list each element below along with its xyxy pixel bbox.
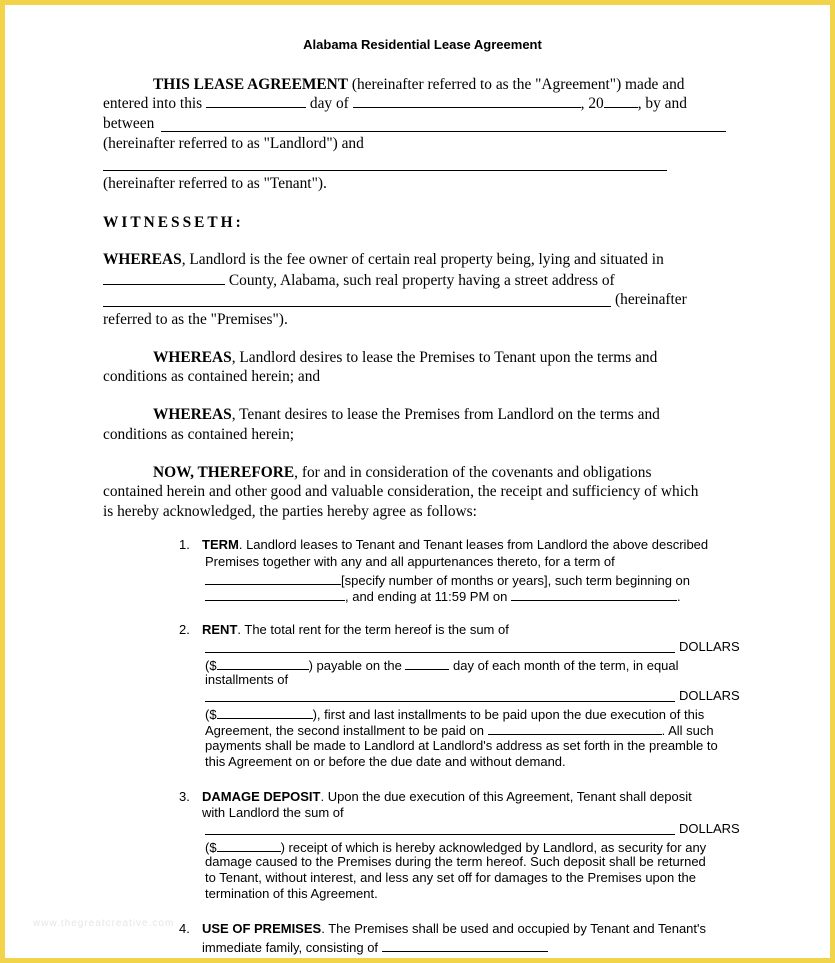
intro-line-3: between [103,115,155,132]
term-end-blank[interactable] [511,587,677,601]
intro-text: , by and [637,95,687,112]
document-title: Alabama Residential Lease Agreement [303,37,542,52]
rent-text: ($ [205,707,217,722]
deposit-text: ($ [205,840,217,855]
rent-text: ($ [205,658,217,673]
intro-line-4: (hereinafter referred to as "Landlord") and [103,135,364,152]
whereas-text: , Tenant desires to lease the Premises from Landlord on the terms and [231,406,660,423]
rent-text: ), first and last installments to be paid upon the due execution of this [312,707,705,722]
date-month-blank[interactable] [353,94,581,108]
county-blank[interactable] [103,271,225,285]
whereas-text: , Landlord desires to lease the Premises to Tenant upon the terms and [231,349,658,366]
use-heading: USE OF PREMISES [202,921,322,936]
term-heading: TERM [202,537,239,552]
deposit-line-2: with Landlord the sum of [202,805,344,820]
now-therefore-line-3: is hereby acknowledged, the parties hereby agree as follows: [103,503,477,520]
intro-line-1 [153,75,684,95]
term-line-1 [202,537,708,553]
item-number: 3. [179,789,190,804]
whereas2-line-1 [153,348,657,368]
intro-bold: THIS LEASE AGREEMENT [153,76,349,93]
deposit-line-6: to Tenant, without interest, and less any set off for damages to the Premises upon the [205,870,696,885]
date-year-blank[interactable] [604,94,638,108]
term-line-4 [205,587,681,605]
date-day-blank[interactable] [206,94,306,108]
intro-text: entered into this [103,95,203,112]
witnesseth-heading: WITNESSETH: [103,214,244,231]
term-text: , and ending at 11:59 PM on [345,589,508,604]
rent-total-amount-blank[interactable] [217,656,309,670]
rent-dollars-2: DOLLARS [679,688,740,703]
term-text: . Landlord leases to Tenant and Tenant leases from Landlord the above described [238,537,709,552]
whereas-bold: WHEREAS [153,349,232,366]
rent-heading: RENT [202,622,238,637]
deposit-line-7: termination of this Agreement. [205,886,378,901]
item-number: 2. [179,622,190,637]
rent-text: ) payable on the [308,658,402,673]
use-text: immediate family, consisting of [202,940,379,955]
rent-total-words-blank[interactable] [205,652,675,653]
deposit-words-blank[interactable] [205,834,675,835]
whereas-text: County, Alabama, such real property having a street address of [228,272,615,289]
term-length-blank[interactable] [205,571,341,585]
whereas3-line-2: conditions as contained herein; [103,426,295,443]
whereas-text: , Landlord is the fee owner of certain real property being, lying and situated in [181,251,664,268]
deposit-line-1 [202,789,692,805]
rent-text: day of each month of the term, in equal [453,658,679,673]
whereas-bold: WHEREAS [153,406,232,423]
item-number: 4. [179,921,190,936]
whereas1-line-1 [103,250,664,270]
rent-line-8: payments shall be made to Landlord at Landlord's address as set forth in the preamble to [205,738,718,753]
whereas1-line-4: referred to as the "Premises"). [103,311,288,328]
deposit-line-5: damage caused to the Premises during the term hereof. Such deposit shall be returned [205,854,706,869]
rent-text: . All such [661,723,714,738]
term-start-blank[interactable] [205,587,345,601]
second-installment-date-blank[interactable] [488,721,662,735]
term-text: [specify number of months or years], such term beginning on [341,573,691,588]
intro-text: (hereinafter referred to as the "Agreement") made and [348,76,685,93]
rent-line-9: this Agreement on or before the due date and without demand. [205,754,566,769]
rent-line-4: installments of [205,672,289,687]
watermark-text: www.thegreatcreative.com [33,918,175,929]
deposit-dollars: DOLLARS [679,821,740,836]
now-bold: NOW, THEREFORE [153,464,295,481]
use-line-1 [202,921,706,937]
now-therefore-line-2: contained herein and other good and valuable consideration, the receipt and sufficiency of which [103,483,699,500]
deposit-amount-blank[interactable] [217,838,281,852]
term-line-2: Premises together with any and all appurtenances thereto, for a term of [205,554,615,569]
rent-dollars-1: DOLLARS [679,639,740,654]
use-text: . The Premises shall be used and occupied by Tenant and Tenant's [321,921,706,936]
landlord-name-blank[interactable] [161,131,726,132]
rent-installment-words-blank[interactable] [205,701,675,702]
tenant-name-blank[interactable] [103,170,667,171]
whereas2-line-2: conditions as contained herein; and [103,368,321,385]
use-line-2 [202,938,548,956]
now-therefore-line-1 [153,463,651,483]
rent-text: Agreement, the second installment to be paid on [205,723,484,738]
intro-line-6: (hereinafter referred to as "Tenant"). [103,175,327,192]
whereas1-line-2 [103,271,615,291]
term-text: . [677,589,681,604]
occupants-blank[interactable] [382,938,548,952]
deposit-text: . Upon the due execution of this Agreement, Tenant shall deposit [320,789,692,804]
deposit-heading: DAMAGE DEPOSIT [202,789,321,804]
rent-text: . The total rent for the term hereof is the sum of [237,622,509,637]
now-text: , for and in consideration of the covenants and obligations [294,464,652,481]
item-number: 1. [179,537,190,552]
intro-text: , 20 [580,95,604,112]
deposit-text: ) receipt of which is hereby acknowledged by Landlord, as security for any [280,840,707,855]
whereas-bold: WHEREAS [103,251,182,268]
rent-line-1 [202,622,509,638]
rent-line-7 [205,721,714,739]
whereas3-line-1 [153,405,660,425]
street-address-blank[interactable] [103,306,611,307]
whereas1-line-3: (hereinafter [615,291,687,308]
rent-due-day-blank[interactable] [405,656,449,670]
intro-line-2 [103,94,687,114]
rent-installment-amount-blank[interactable] [217,705,313,719]
intro-text: day of [309,95,349,112]
